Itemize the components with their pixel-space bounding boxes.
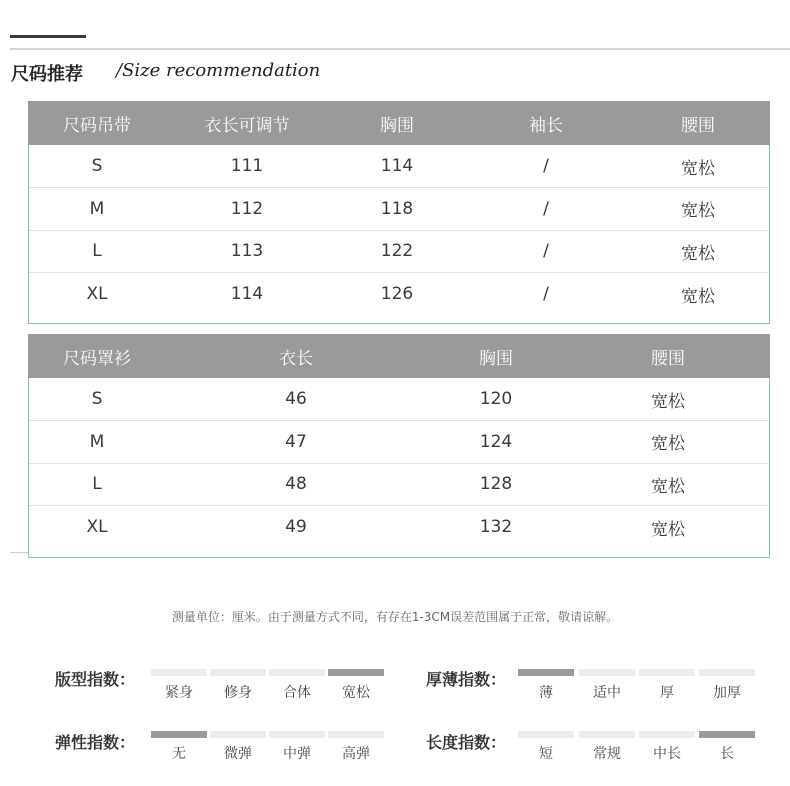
table-cell: 宽松	[566, 506, 770, 549]
header-cell: 尺码吊带	[28, 101, 166, 145]
table-cell: 113	[166, 230, 328, 273]
elasticity-bar-1	[210, 731, 266, 738]
table-cell: 宽松	[651, 391, 685, 412]
header-cell: 衣长	[166, 334, 426, 378]
elasticity-option: 微弹	[224, 746, 252, 762]
fit-bar-2	[269, 669, 325, 676]
table-cell: 宽松	[626, 188, 770, 231]
thickness-option: 适中	[593, 685, 621, 701]
table-row	[28, 421, 770, 464]
table-cell: /	[466, 273, 626, 316]
thickness-option: 薄	[539, 685, 553, 701]
thickness-option: 厚	[660, 685, 674, 701]
table-cell: /	[466, 188, 626, 231]
header-cell: 腰围	[626, 101, 770, 145]
table-cell: 宽松	[681, 158, 715, 179]
table-row	[28, 273, 770, 316]
header-cell: 衣长可调节	[166, 101, 328, 145]
length-index-label: 长度指数：	[426, 733, 507, 752]
table-cell: 宽松	[626, 273, 770, 316]
length-bar-0	[518, 731, 574, 738]
table-row	[28, 230, 770, 273]
table-row	[28, 378, 770, 421]
table-row	[28, 463, 770, 506]
length-bar-3	[699, 731, 755, 738]
header-cell: 腰围	[566, 334, 770, 378]
top-divider	[10, 48, 790, 50]
table-cell: /	[466, 230, 626, 273]
fit-option: 宽松	[342, 685, 370, 701]
fit-option: 紧身	[165, 685, 193, 701]
table-cell: M	[28, 188, 166, 231]
table-cell: 49	[166, 506, 426, 549]
section-title-en: /Size recommendation	[116, 60, 321, 81]
section-title-cn: 尺码推荐	[11, 64, 83, 85]
table-cell: 112	[166, 188, 328, 231]
table-cell: 126	[328, 273, 466, 316]
table-cell: 47	[166, 421, 426, 464]
top-accent-rule	[10, 35, 86, 38]
table-cell: 120	[479, 389, 513, 409]
table-cell: 宽松	[566, 463, 770, 506]
length-bar-1	[579, 731, 635, 738]
elasticity-bar-2	[269, 731, 325, 738]
blouse-size-table	[28, 334, 770, 548]
elasticity-option: 无	[172, 746, 186, 762]
table-cell: L	[28, 230, 166, 273]
table-cell: /	[543, 156, 549, 176]
thickness-bar-2	[639, 669, 695, 676]
length-bar-2	[639, 731, 695, 738]
thickness-bar-0	[518, 669, 574, 676]
table-cell: 宽松	[566, 421, 770, 464]
header-cell: 胸围	[426, 334, 566, 378]
fit-index-label: 版型指数：	[55, 670, 136, 689]
elasticity-index-label: 弹性指数：	[55, 733, 136, 752]
table-row	[28, 506, 770, 549]
header-cell: 胸围	[328, 101, 466, 145]
table-cell: S	[91, 156, 103, 176]
elasticity-bar-0	[151, 731, 207, 738]
table-header-row	[28, 334, 770, 378]
mid-divider	[10, 552, 28, 553]
elasticity-bar-3	[328, 731, 384, 738]
fit-option: 修身	[224, 685, 252, 701]
length-option: 长	[720, 746, 734, 762]
table-cell: M	[28, 421, 166, 464]
table-header-row	[28, 101, 770, 145]
table-cell: 122	[328, 230, 466, 273]
table-row	[28, 145, 770, 188]
table-cell: 118	[328, 188, 466, 231]
fit-bar-0	[151, 669, 207, 676]
table-cell: L	[28, 463, 166, 506]
thickness-index-label: 厚薄指数：	[426, 670, 507, 689]
table-cell: 114	[166, 273, 328, 316]
table-cell: 111	[230, 156, 264, 176]
table-row	[28, 188, 770, 231]
fit-bar-1	[210, 669, 266, 676]
fit-bar-3	[328, 669, 384, 676]
elasticity-option: 高弹	[342, 746, 370, 762]
table-cell: 宽松	[626, 230, 770, 273]
table-cell: 128	[426, 463, 566, 506]
length-option: 中长	[653, 746, 681, 762]
table-cell: 46	[285, 389, 307, 409]
measurement-note: 测量单位：厘米。由于测量方式不同，有存在1-3CM误差范围属于正常，敬请谅解。	[171, 610, 619, 624]
thickness-option: 加厚	[713, 685, 741, 701]
table-cell: 48	[166, 463, 426, 506]
table-cell: XL	[28, 273, 166, 316]
table-cell: S	[91, 389, 103, 409]
length-option: 短	[539, 746, 553, 762]
header-cell: 袖长	[466, 101, 626, 145]
length-option: 常规	[593, 746, 621, 762]
cami-size-table	[28, 101, 770, 315]
table-cell: 114	[380, 156, 414, 176]
thickness-bar-1	[579, 669, 635, 676]
elasticity-option: 中弹	[283, 746, 311, 762]
table-cell: XL	[28, 506, 166, 549]
header-cell: 尺码罩衫	[28, 334, 166, 378]
table-cell: 132	[426, 506, 566, 549]
fit-option: 合体	[283, 685, 311, 701]
thickness-bar-3	[699, 669, 755, 676]
table-cell: 124	[426, 421, 566, 464]
